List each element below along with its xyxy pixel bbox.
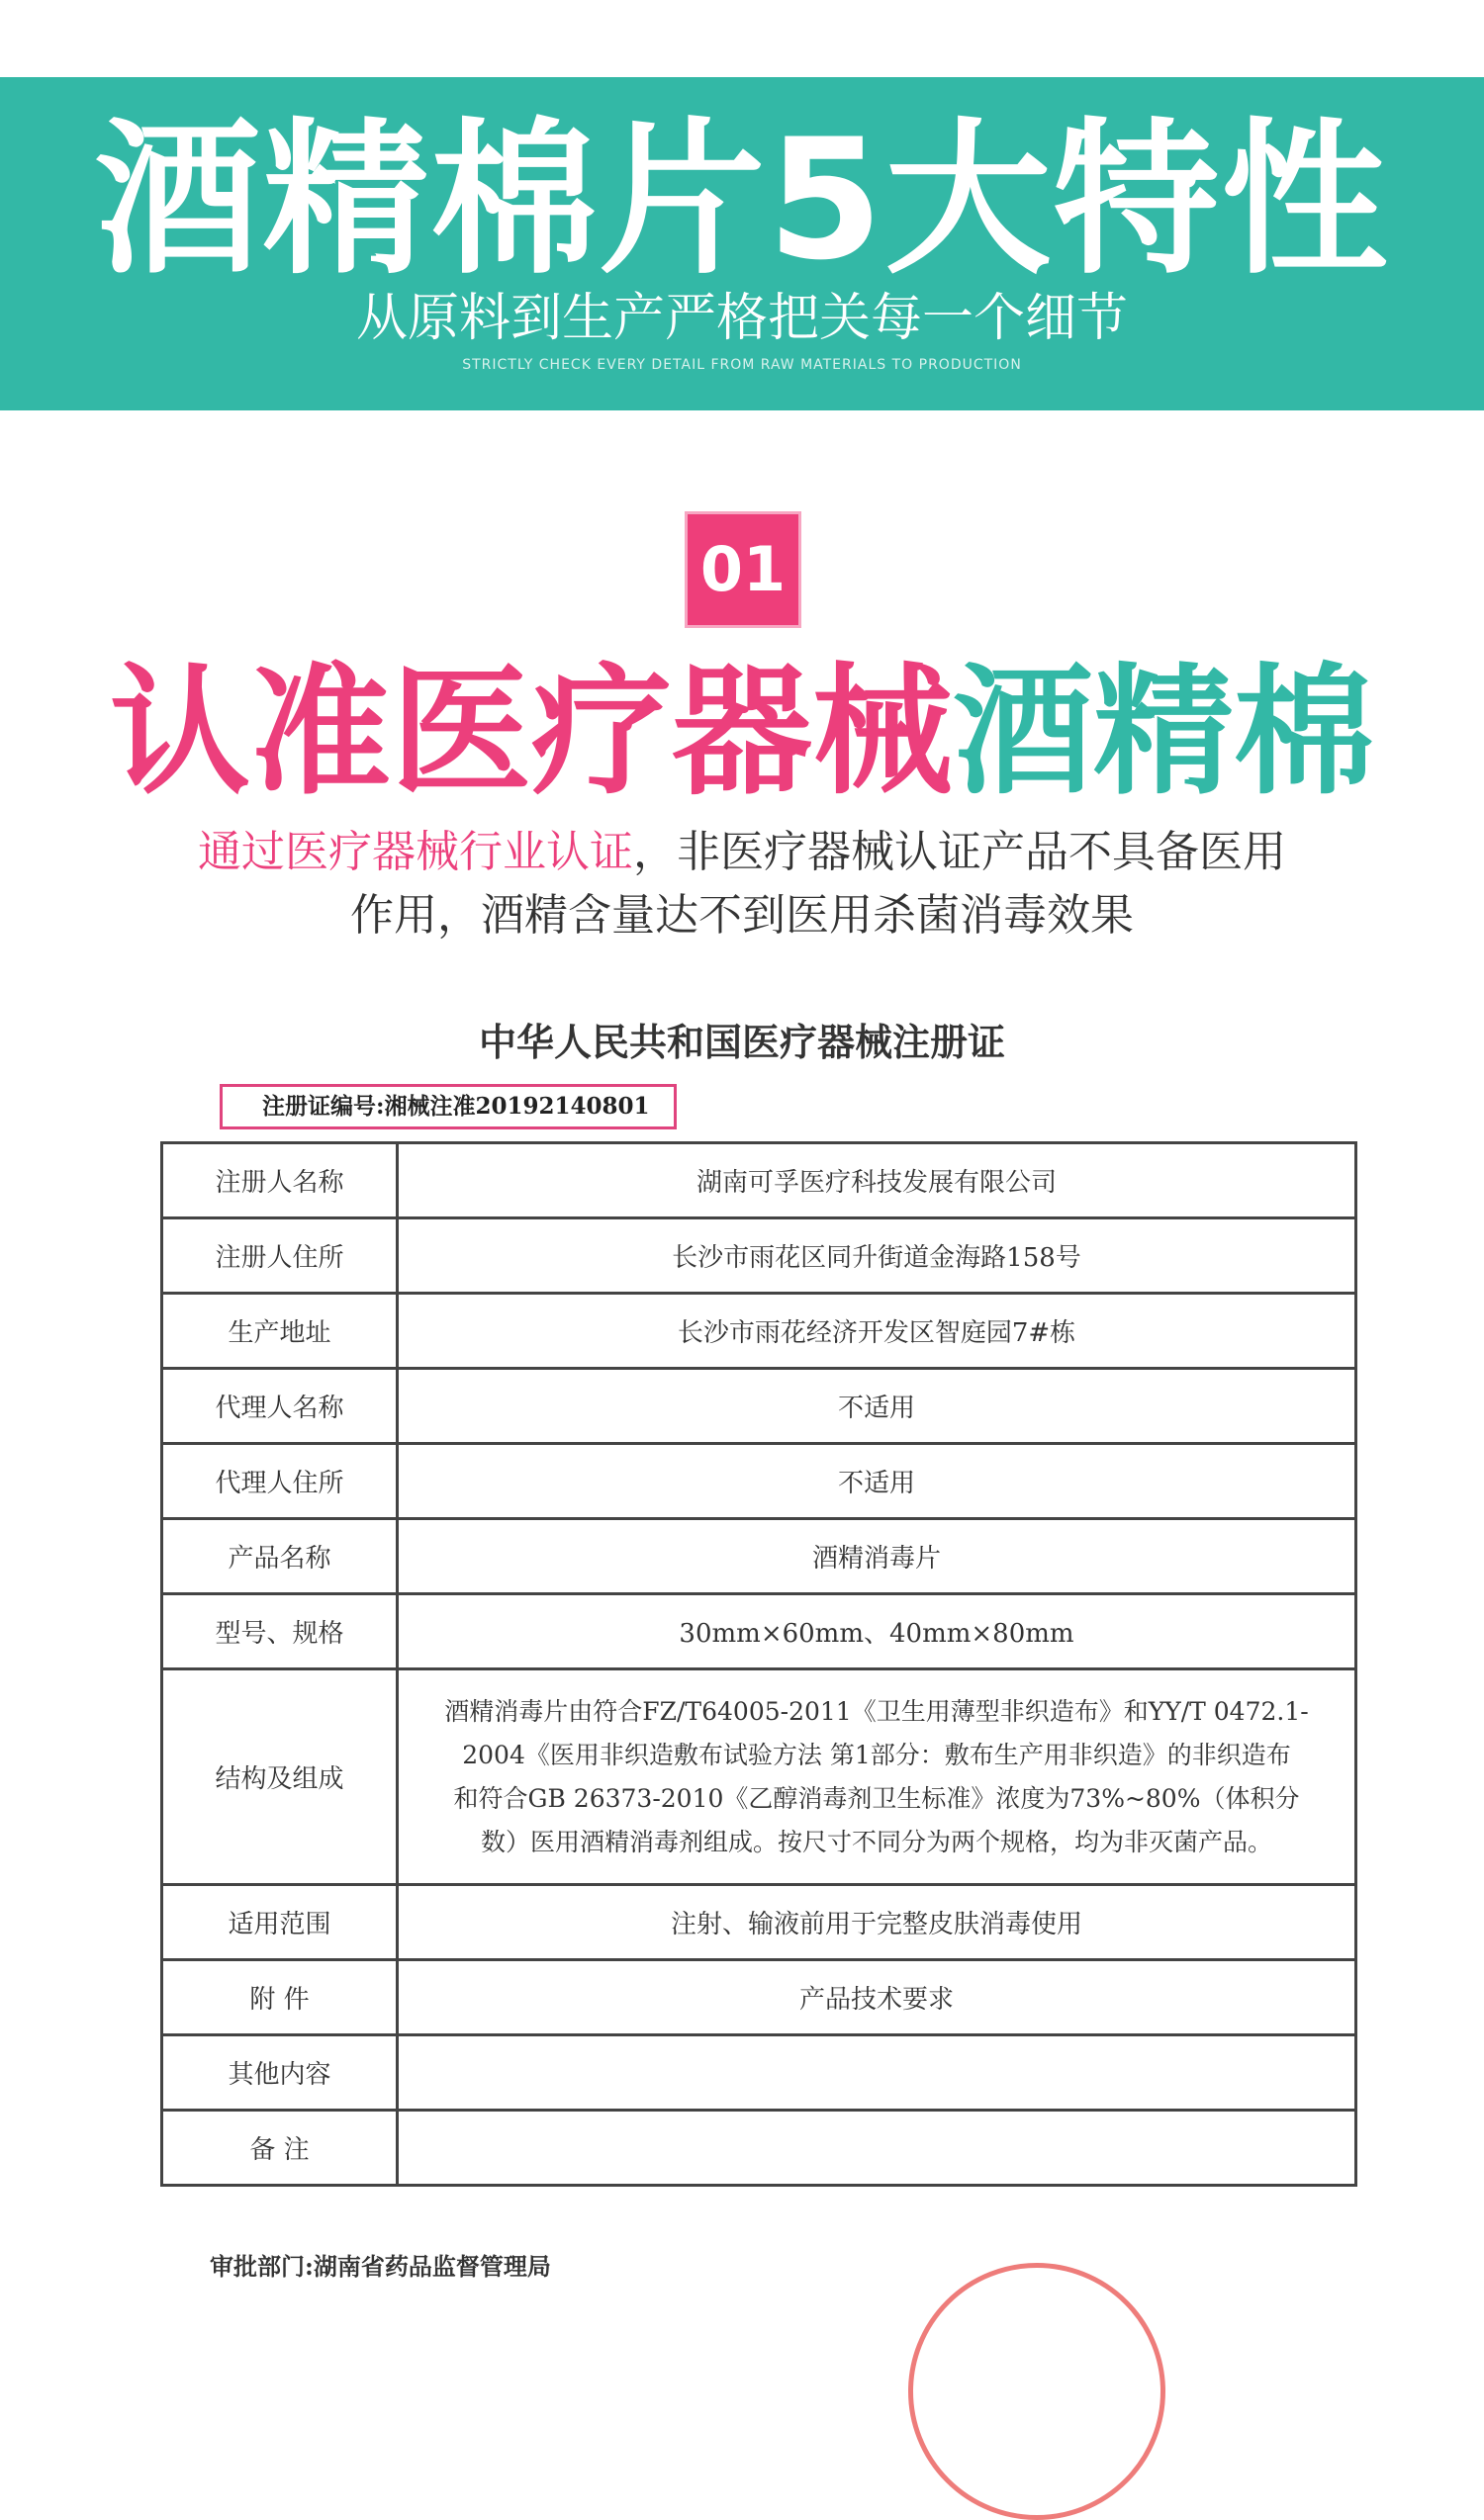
row-value: 注射、输液前用于完整皮肤消毒使用 — [398, 1885, 1356, 1960]
composition-line: 和符合GB 26373-2010《乙醇消毒剂卫生标准》浓度为73%~80%（体积分 — [453, 1783, 1300, 1813]
approval-authority: 审批部门:湖南省药品监督管理局 — [210, 2252, 551, 2281]
row-label: 型号、规格 — [162, 1594, 398, 1669]
desc-rest: ，非医疗器械认证产品不具备医用 — [633, 827, 1286, 877]
row-value: 30mm×60mm、40mm×80mm — [398, 1594, 1356, 1669]
row-label: 产品名称 — [162, 1519, 398, 1594]
row-value: 产品技术要求 — [398, 1960, 1356, 2035]
banner-subtitle: 从原料到生产严格把关每一个细节 — [355, 289, 1128, 348]
feature-description-line2: 作用，酒精含量达不到医用杀菌消毒效果 — [350, 890, 1134, 941]
certificate-table — [160, 1141, 1357, 2187]
row-label: 注册人名称 — [162, 1143, 398, 1218]
table-row — [162, 1294, 1356, 1369]
composition-line: 数）医用酒精消毒剂组成。按尺寸不同分为两个规格，均为非灭菌产品。 — [480, 1827, 1272, 1856]
row-value: 长沙市雨花区同升街道金海路158号 — [398, 1218, 1356, 1294]
row-value: 长沙市雨花经济开发区智庭园7#栋 — [398, 1294, 1356, 1369]
row-value: 酒精消毒片 — [398, 1519, 1356, 1594]
official-seal-stamp — [908, 2263, 1165, 2520]
table-row — [162, 1444, 1356, 1519]
registration-number: 注册证编号:湘械注准20192140801 — [220, 1084, 677, 1129]
table-row — [162, 1218, 1356, 1294]
desc-highlight: 通过医疗器械行业认证 — [198, 827, 633, 877]
composition-line: 2004《医用非织造敷布试验方法 第1部分：敷布生产用非织造》的非织造布 — [462, 1740, 1291, 1769]
table-row — [162, 1594, 1356, 1669]
headline-teal-part: 酒精棉 — [953, 651, 1374, 814]
row-label: 结构及组成 — [162, 1669, 398, 1885]
banner-subtitle-en: STRICTLY CHECK EVERY DETAIL FROM RAW MATERIALS TO PRODUCTION — [462, 357, 1022, 373]
row-label: 注册人住所 — [162, 1218, 398, 1294]
composition-line: 酒精消毒片由符合FZ/T64005-2011《卫生用薄型非织造布》和YY/T 0472.1- — [444, 1696, 1309, 1726]
table-row — [162, 1519, 1356, 1594]
feature-number-badge: 01 — [685, 511, 801, 628]
table-row — [162, 1960, 1356, 2035]
table-row — [162, 1885, 1356, 1960]
feature-description-line1 — [0, 827, 1484, 877]
row-label: 其他内容 — [162, 2035, 398, 2111]
row-value: 湖南可孚医疗科技发展有限公司 — [398, 1143, 1356, 1218]
row-value — [398, 2111, 1356, 2186]
table-row — [162, 2035, 1356, 2111]
table-row — [162, 2111, 1356, 2186]
row-label: 代理人住所 — [162, 1444, 398, 1519]
row-label: 代理人名称 — [162, 1369, 398, 1444]
row-label: 适用范围 — [162, 1885, 398, 1960]
row-label: 附 件 — [162, 1960, 398, 2035]
row-label: 备 注 — [162, 2111, 398, 2186]
certificate-title: 中华人民共和国医疗器械注册证 — [478, 1020, 1005, 1064]
feature-headline — [0, 651, 1484, 814]
row-value-multiline — [398, 1669, 1356, 1885]
table-row — [162, 1669, 1356, 1885]
row-value: 不适用 — [398, 1444, 1356, 1519]
banner-title: 酒精棉片5大特性 — [94, 103, 1390, 297]
headline-pink-part: 认准医疗器械 — [110, 651, 953, 814]
table-row — [162, 1369, 1356, 1444]
row-value — [398, 2035, 1356, 2111]
row-label: 生产地址 — [162, 1294, 398, 1369]
table-row — [162, 1143, 1356, 1218]
row-value: 不适用 — [398, 1369, 1356, 1444]
